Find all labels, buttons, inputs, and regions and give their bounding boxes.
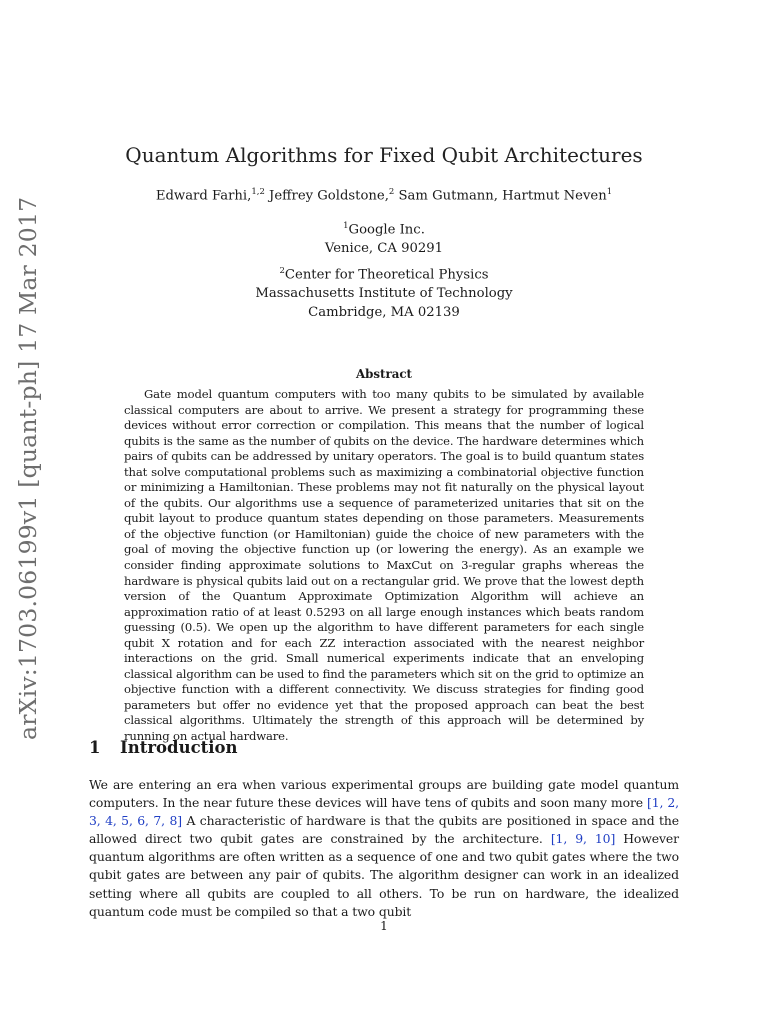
paper-title: Quantum Algorithms for Fixed Qubit Architectures [125,143,643,167]
abstract-heading: Abstract [356,367,412,381]
author-affiliation-mark: 1 [606,187,613,197]
body-text-segment: A characteristic of hardware is that the qubits are positioned in space and the allowed direct two qubit gates are constrained by the architecture. [89,813,679,847]
section-heading [89,738,238,757]
affiliation-line: Cambridge, MA 02139 [308,305,460,321]
body-text-segment: However quantum algorithms are often written as a sequence of one and two qubit gates where the two qubit gates are between any pair of qubits. The algorithm designer can work in an idealized setting where all qubits are coupled to all others. To be run on hardware, the idealized quantum code must be compiled so that a two qubit [89,831,679,919]
author-affiliation-mark: 1,2 [251,187,265,197]
affiliation-mark: 2 [279,266,285,276]
page-number: 1 [380,919,388,933]
author-affiliation-mark: 2 [388,187,395,197]
citation-link[interactable]: [1, 2, 3, 4, 5, 6, 7, 8] [89,795,679,829]
affiliation-line: Center for Theoretical Physics [284,267,489,283]
affiliation-line: Venice, CA 90291 [324,241,444,257]
affiliation-line: Google Inc. [348,222,425,238]
section-number: 1 [89,738,101,757]
author-name: Jeffrey Goldstone, [264,188,389,204]
arxiv-sidebar-identifier: arXiv:1703.06199v1 [quant-ph] 17 Mar 2017 [14,196,42,740]
affiliation-mark: 1 [343,221,349,231]
author-list [0,187,768,203]
abstract-text: Gate model quantum computers with too many qubits to be simulated by available classical computers are about to arrive. We present a strategy for programming these devices without error correction or compilation. This means that the number of logical qubits is the same as the number of qubits on the device. The hardware determines which pairs of qubits can be addressed by unitary operators. The goal is to build quantum states that solve computational problems such as maximizing a combinatorial objective function or minimizing a Hamiltonian. These problems may not fit naturally on the physical layout of the qubits. Our algorithms use a sequence of parameterized unitaries that sit on the qubit layout to produce quantum states depending on those parameters. Measurements of the objective function (or Hamiltonian) guide the choice of new parameters with the goal of moving the objective function up (or lowering the energy). As an example we consider finding approximate solutions to MaxCut on 3-regular graphs whereas the hardware is physical qubits laid out on a rectangular grid. We prove that the lowest depth version of the Quantum Approximate Optimization Algorithm will achieve an approximation ratio of at least 0.5293 on all large enough instances which beats random guessing (0.5). We open up the algorithm to have different parameters for each single qubit X rotation and for each ZZ interaction associated with the nearest neighbor interactions on the grid. Small numerical experiments indicate that an enveloping classical algorithm can be used to find the parameters which sit on the grid to optimize an objective function with a different connectivity. We discuss strategies for finding good parameters but offer no evidence yet that the proposed approach can beat the best classical algorithms. Ultimately the strength of this approach will be determined by running on actual hardware. [124,387,644,744]
author-name: Edward Farhi, [155,188,252,204]
author-name: Sam Gutmann, Hartmut Neven [394,188,607,204]
citation-link[interactable]: [1, 9, 10] [550,831,616,847]
affiliation-mit [0,262,768,322]
affiliation-line: Massachusetts Institute of Technology [255,286,513,302]
section-title: Introduction [120,738,238,757]
body-text-segment: We are entering an era when various experimental groups are building gate model quantum computers. In the near future these devices will have tens of qubits and soon many more [89,777,679,811]
introduction-paragraph [89,776,679,921]
affiliation-google [0,217,768,258]
